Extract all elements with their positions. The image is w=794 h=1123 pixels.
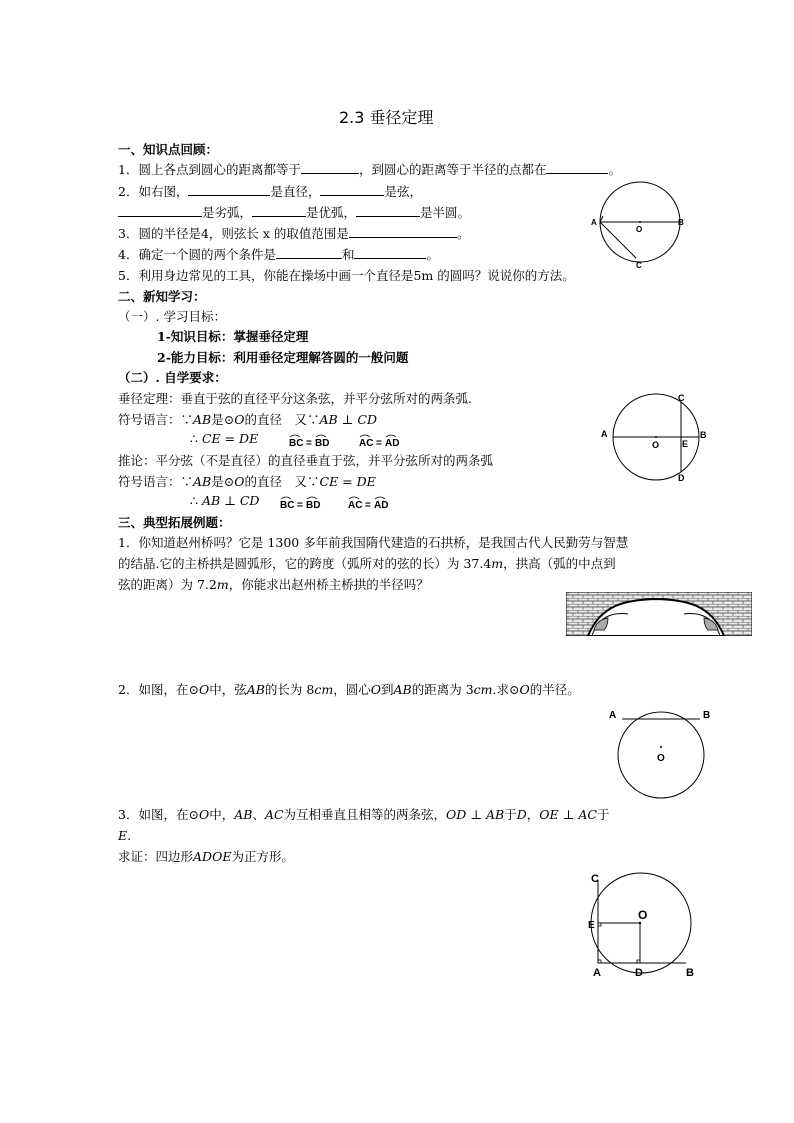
section-2-heading: 二、新知学习： xyxy=(118,289,206,304)
text: 中，弦 xyxy=(209,682,247,697)
subsection-goals: （一）. 学习目标： xyxy=(118,309,226,324)
goal-knowledge: 1-知识目标：掌握垂径定理 xyxy=(157,329,309,344)
segment-ab: AB xyxy=(234,807,253,822)
question-3 xyxy=(118,225,469,242)
therefore-symbol: ∴ xyxy=(190,431,198,446)
equals-sign: = xyxy=(365,499,372,510)
example-3-line-2 xyxy=(118,827,131,844)
point-o: O xyxy=(198,682,210,697)
arc-ac-label: AC xyxy=(359,437,374,448)
q3-text-a: 3．圆的半径是4，则弦长 x 的取值范围是 xyxy=(118,226,349,241)
text: 于 xyxy=(504,807,517,822)
text: ，拱高（弧的中点到 xyxy=(503,556,616,571)
arc-equation-ac-ad xyxy=(358,432,406,448)
equals-sign: = xyxy=(297,499,304,510)
q2-text-d: 是劣弧， xyxy=(202,205,253,220)
answer-blank[interactable] xyxy=(276,246,342,259)
example-2 xyxy=(118,681,580,698)
question-4 xyxy=(118,246,439,263)
equals-sign: = xyxy=(306,437,313,448)
q2-text-f: 是半圆。 xyxy=(420,205,471,220)
text: 是⊙ xyxy=(211,412,235,427)
point-o: O xyxy=(234,474,245,489)
q2-text-c: 是弦， xyxy=(384,184,422,199)
text: ，你能求出赵州桥主桥拱的半径吗？ xyxy=(228,577,429,592)
figure-circle-diameter xyxy=(590,180,690,272)
label-c: C xyxy=(591,873,599,885)
q3-text-b: 。 xyxy=(456,226,470,241)
label-b: B xyxy=(703,710,711,721)
text: 3．如图，在⊙ xyxy=(118,807,199,822)
because-symbol: ∵ xyxy=(180,474,194,489)
answer-blank[interactable] xyxy=(301,161,359,174)
arc-bc-label: BC xyxy=(280,499,295,510)
q4-text-c: 。 xyxy=(426,247,439,262)
label-b: B xyxy=(678,218,684,227)
arc-equation-bc-bd xyxy=(279,494,327,510)
label-b: B xyxy=(686,967,694,979)
perpendicular-statement: AB ⊥ CD xyxy=(319,412,378,427)
theorem-statement: 垂径定理：垂直于弦的直径平分这条弦，并平分弦所对的两条弧. xyxy=(118,391,472,406)
figure-perpendicular-diameter xyxy=(596,387,716,493)
figure-square-proof xyxy=(583,866,703,984)
text: . xyxy=(127,828,132,843)
unit-m: m xyxy=(216,577,229,592)
example-1-line-1: 1．你知道赵州桥吗？它是 1300 多年前我国隋代建造的石拱桥，是我国古代人民勤劳与智慧 xyxy=(118,535,629,550)
question-5: 5．利用身边常见的工具，你能在操场中画一个直径是5m 的圆吗？说说你的方法。 xyxy=(118,268,575,283)
label-d: D xyxy=(678,473,685,483)
unit-cm: cm xyxy=(473,682,493,697)
answer-blank[interactable] xyxy=(188,183,270,196)
label-e: E xyxy=(588,920,595,931)
text: 的结晶.它的主桥拱是圆弧形，它的跨度（弧所对的弦的长）为 37.4 xyxy=(118,556,492,571)
section-3-heading: 三、典型拓展例题： xyxy=(118,515,231,530)
answer-blank[interactable] xyxy=(252,204,306,217)
q1-text-c: 。 xyxy=(608,162,621,177)
segment-ab: AB xyxy=(246,682,265,697)
segment-ab: AB xyxy=(193,474,212,489)
arc-bc-label: BC xyxy=(289,437,304,448)
equals-sign: = xyxy=(376,437,382,448)
q1-text-b: ，到圆心的距离等于半径的点都在 xyxy=(358,162,547,177)
perpendicular-oe: OE ⊥ AC xyxy=(539,807,597,822)
equal-segments: CE = DE xyxy=(319,474,376,489)
text: 的直径 又∵ xyxy=(244,474,320,489)
label-o: O xyxy=(652,440,660,450)
example-3-line-1 xyxy=(118,806,609,823)
example-1-line-3 xyxy=(118,576,429,593)
text: 到 xyxy=(380,682,394,697)
point-e: E xyxy=(118,828,128,843)
point-d: D xyxy=(516,807,527,822)
text: 的直径 又∵ xyxy=(244,412,320,427)
q2-text-a: 2．如右图， xyxy=(118,184,189,199)
text: 中， xyxy=(209,807,235,822)
label-e: E xyxy=(682,439,689,449)
q2-text-b: 是直径， xyxy=(270,184,321,199)
q4-text-a: 4．确定一个圆的两个条件是 xyxy=(118,247,276,262)
text: 求证：四边形 xyxy=(118,849,194,864)
text: ，圆心 xyxy=(333,682,371,697)
unit-m: m xyxy=(491,556,504,571)
answer-blank[interactable] xyxy=(118,204,202,217)
symbolic-line-4 xyxy=(190,492,395,510)
page-title: 2.3 垂径定理 xyxy=(339,108,434,127)
segment-ab: AB xyxy=(193,412,212,427)
question-1 xyxy=(118,161,621,178)
label-a: A xyxy=(591,218,597,227)
perpendicular-statement: AB ⊥ CD xyxy=(201,493,260,508)
arc-equation-ac-ad xyxy=(347,494,395,510)
chord-ac xyxy=(600,222,636,258)
label-c: C xyxy=(678,393,685,403)
symbolic-line-3 xyxy=(118,473,376,490)
answer-blank[interactable] xyxy=(546,161,608,174)
q2-text-e: 是优弧， xyxy=(306,205,357,220)
symbolic-label: 符号语言： xyxy=(118,412,181,427)
question-2-line-2 xyxy=(118,204,470,221)
text: .求⊙ xyxy=(492,682,520,697)
goal-ability: 2-能力目标：利用垂径定理解答圆的一般问题 xyxy=(157,350,409,365)
question-2-line-1 xyxy=(118,183,422,200)
point-o: O xyxy=(198,807,210,822)
center-point xyxy=(639,221,641,223)
segment-ab: AB xyxy=(393,682,412,697)
text: 的距离为 3 xyxy=(411,682,474,697)
text: 的半径。 xyxy=(529,682,580,697)
equal-segments: CE = DE xyxy=(201,431,259,446)
center-point xyxy=(639,922,641,924)
text: 是⊙ xyxy=(211,474,235,489)
figure-zhaozhou-bridge xyxy=(566,592,752,636)
label-b: B xyxy=(700,430,707,440)
arc-ad-label: AD xyxy=(385,437,400,448)
arc-bd-label: BD xyxy=(315,437,330,448)
label-a: A xyxy=(593,967,601,979)
section-1-heading: 一、知识点回顾： xyxy=(118,142,219,157)
perpendicular-od: OD ⊥ AB xyxy=(446,807,505,822)
text: 的长为 8 xyxy=(264,682,315,697)
segment-ac: AC xyxy=(264,807,284,822)
label-o: O xyxy=(657,753,665,764)
unit-cm: cm xyxy=(314,682,334,697)
symbolic-line-2 xyxy=(190,430,406,448)
example-1-line-2 xyxy=(118,555,616,572)
label-a: A xyxy=(609,710,617,721)
label-o: O xyxy=(638,908,648,922)
q4-text-b: 和 xyxy=(341,247,355,262)
label-c: C xyxy=(636,261,642,270)
q1-text-a: 1．圆上各点到圆心的距离都等于 xyxy=(118,162,301,177)
point-o: O xyxy=(519,682,530,697)
arc-bd-label: BD xyxy=(306,499,321,510)
because-symbol: ∵ xyxy=(180,412,194,427)
example-3-line-3 xyxy=(118,848,294,865)
answer-blank[interactable] xyxy=(349,225,457,238)
label-d: D xyxy=(635,967,643,979)
point-o: O xyxy=(370,682,381,697)
corollary-statement: 推论：平分弦（不是直径）的直径垂直于弦，并平分弦所对的两条弧 xyxy=(118,453,494,468)
text: 、 xyxy=(252,807,265,822)
symbolic-label: 符号语言： xyxy=(118,474,181,489)
text: 2．如图，在⊙ xyxy=(118,682,199,697)
text: 为正方形。 xyxy=(231,849,294,864)
center-point xyxy=(660,746,662,748)
arc-ad-label: AD xyxy=(374,499,389,510)
center-point xyxy=(655,436,657,438)
point-o: O xyxy=(234,412,245,427)
subsection-self-study: （二）. 自学要求： xyxy=(118,370,227,385)
arc-ac-label: AC xyxy=(348,499,363,510)
answer-blank[interactable] xyxy=(354,246,426,259)
label-a: A xyxy=(601,429,608,439)
figure-chord-distance xyxy=(606,704,722,800)
answer-blank[interactable] xyxy=(320,183,384,196)
quadrilateral-adoe: ADOE xyxy=(193,849,232,864)
answer-blank[interactable] xyxy=(356,204,420,217)
symbolic-line-1 xyxy=(118,411,377,428)
arc-equation-bc-bd xyxy=(288,432,336,448)
label-o: O xyxy=(636,225,643,234)
text: 弦的距离）为 7.2 xyxy=(118,577,217,592)
therefore-symbol: ∴ xyxy=(190,493,198,508)
text: 为互相垂直且相等的两条弦， xyxy=(283,807,447,822)
text: 于 xyxy=(596,807,610,822)
text: ， xyxy=(526,807,540,822)
